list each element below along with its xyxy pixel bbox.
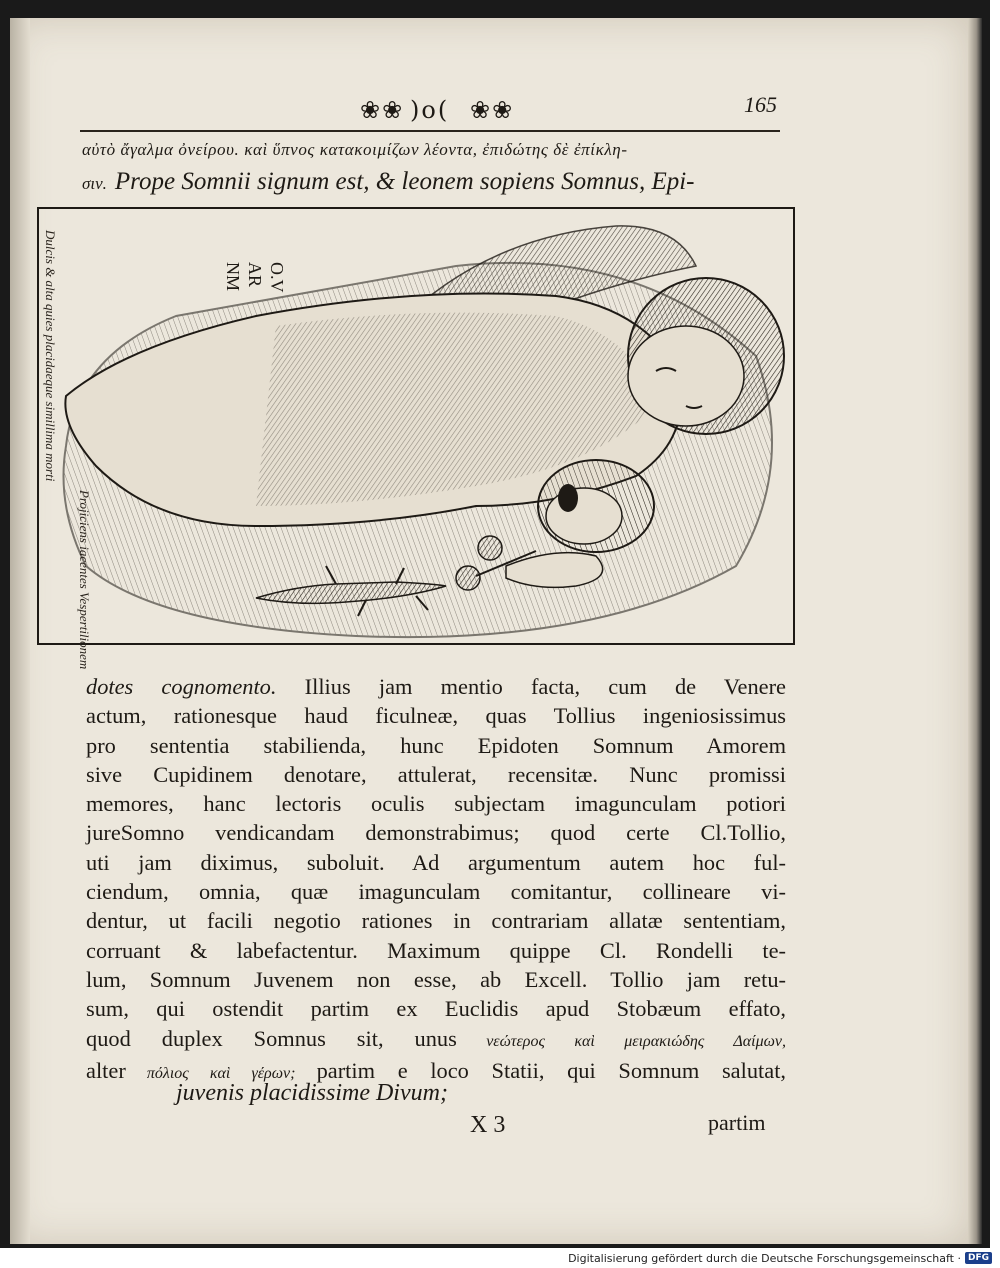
body-italic-text: dotes cognomento.	[86, 674, 277, 699]
verse-quote: juvenis placidissime Divum;	[176, 1080, 448, 1106]
greek-caption-end: σιν.	[82, 174, 107, 193]
body-greek-text: νεώτερος καὶ μειρακιώδης Δαίμων,	[456, 1032, 786, 1050]
body-line	[86, 760, 786, 789]
body-line	[86, 672, 786, 701]
body-line	[86, 936, 786, 965]
latin-caption: Prope Somnii signum est, & leonem sopiens Somnus, Epi-	[114, 168, 695, 195]
body-text-fragment: corruant & labefactentur. Maximum quippe Cl. Rondelli te-	[86, 937, 786, 963]
ornament-right: ❀❀	[470, 96, 515, 124]
body-line	[86, 965, 786, 994]
body-line	[86, 877, 786, 906]
catchword: partim	[708, 1110, 766, 1135]
body-line	[86, 848, 786, 877]
greek-caption-line: αὐτὸ ἄγαλμα ὀνείρου. καὶ ὕπνος κατακοιμίζων λέοντα, ἐπιδώτης δὲ ἐπίκλη-	[82, 140, 628, 159]
ornament-left: ❀❀	[360, 96, 405, 124]
dfg-logo: DFG	[965, 1252, 992, 1264]
body-text-fragment: lum, Somnum Juvenem non esse, ab Excell. Tollio jam retu-	[86, 966, 786, 992]
header-rule	[80, 130, 780, 132]
caption-line-2	[82, 168, 802, 196]
body-text-fragment: uti jam diximus, suboluit. Ad argumentum autem hoc ful-	[86, 849, 786, 875]
engraving-illustration	[36, 206, 796, 670]
body-text	[86, 672, 786, 1088]
running-head	[360, 92, 780, 126]
body-line	[86, 701, 786, 730]
body-line	[86, 1024, 786, 1056]
body-text-fragment: dentur, ut facili negotio rationes in contrariam allatæ sententiam,	[86, 908, 786, 934]
body-text-fragment: ciendum, omnia, quæ imagunculam comitantur, collineare vi-	[86, 879, 786, 905]
body-line	[86, 906, 786, 935]
engraving-sleeping-cupid	[36, 206, 796, 670]
body-text-fragment: alter	[86, 1057, 126, 1083]
figure-inscription: O.V AR NM	[223, 262, 287, 293]
body-text-fragment: memores, hanc lectoris oculis subjectam imagunculam potiori	[86, 791, 786, 817]
body-line	[86, 818, 786, 847]
body-text-fragment: sive Cupidinem denotare, attulerat, recensitæ. Nunc promissi	[86, 761, 786, 787]
ornament-center: )o(	[410, 96, 450, 124]
body-text-fragment: jureSomno vendicandam demonstrabimus; quod certe Cl.Tollio,	[86, 820, 786, 846]
body-text-fragment: actum, rationesque haud ficulneæ, quas Tollius ingeniosissimus	[86, 703, 786, 729]
figure-side-caption-mid: Projiciens iacentes Vespertilionem	[77, 490, 92, 670]
figure-side-caption-left: Dulcis & alta quies placidaeque simillima morti	[43, 230, 58, 482]
signature-mark: X 3	[470, 1112, 506, 1138]
body-text-fragment: quod duplex Somnus sit, unus	[86, 1025, 457, 1051]
body-text-fragment: pro sententia stabilienda, hunc Epidoten Somnum Amorem	[86, 732, 786, 758]
body-greek-text: πόλιος καὶ γέρων;	[125, 1064, 317, 1082]
body-line	[86, 789, 786, 818]
digitization-footer	[568, 1250, 992, 1266]
body-line	[86, 994, 786, 1023]
body-text-fragment: sum, qui ostendit partim ex Euclidis apud Stobæum effato,	[86, 996, 786, 1022]
page-edge	[968, 18, 982, 1244]
page-number: 165	[744, 92, 777, 117]
footer-credit: Digitalisierung gefördert durch die Deutsche Forschungsgemeinschaft ·	[568, 1251, 961, 1265]
body-line	[86, 731, 786, 760]
body-text-fragment: partim e loco Statii, qui Somnum salutat,	[316, 1057, 787, 1083]
body-text-fragment: Illius jam mentio facta, cum de Venere	[276, 674, 786, 699]
